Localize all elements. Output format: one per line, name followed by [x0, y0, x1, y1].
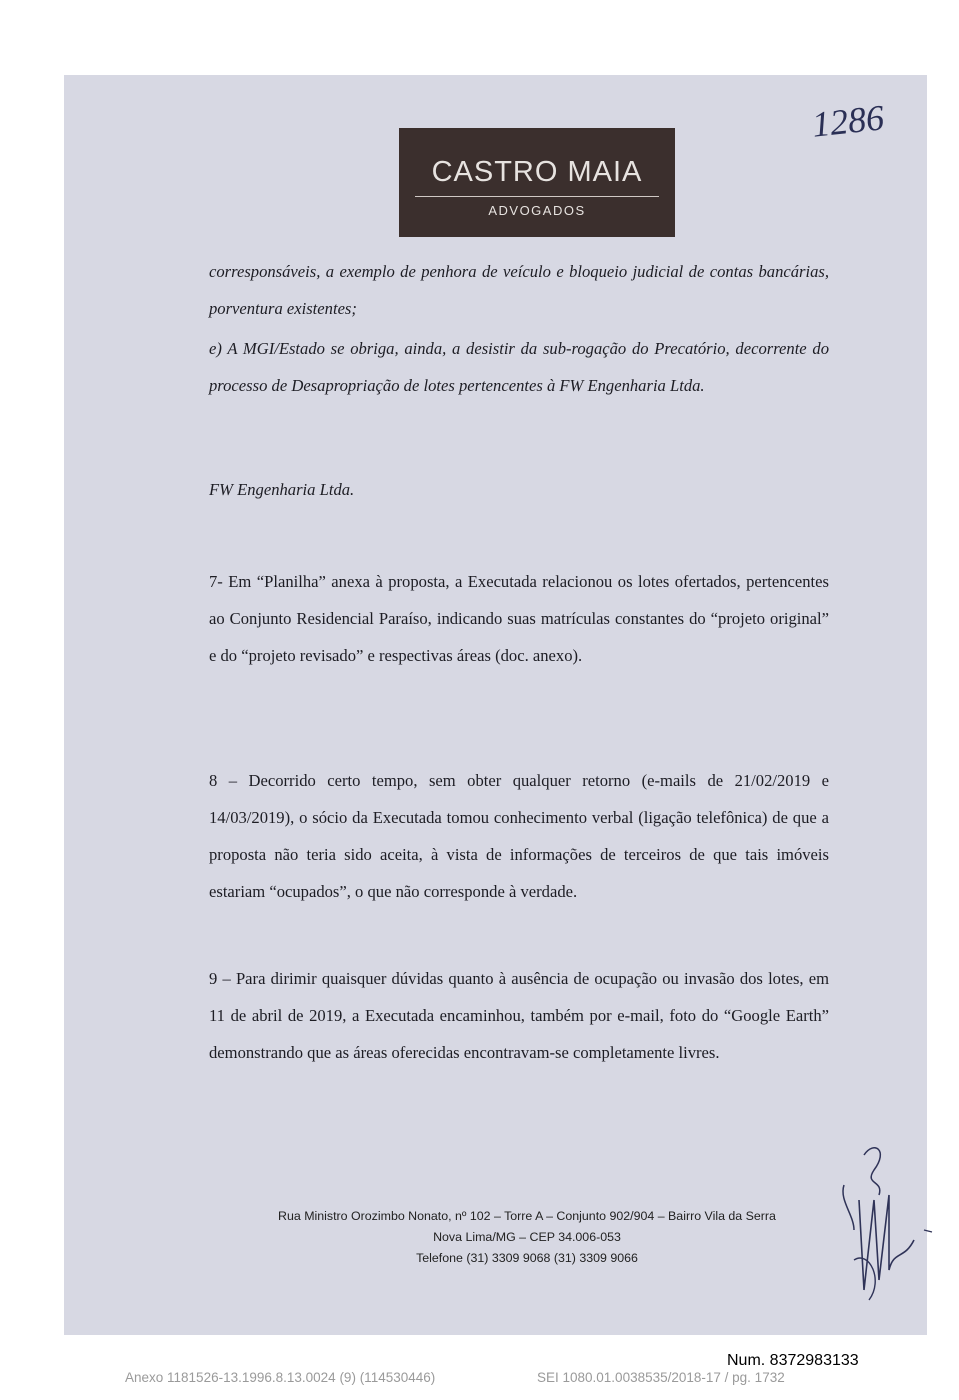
paragraph-9 [209, 960, 829, 1071]
letterhead-footer [210, 1206, 844, 1269]
paragraph-e [209, 330, 829, 404]
firm-subtitle: ADVOGADOS [488, 203, 586, 218]
sei-reference: SEI 1080.01.0038535/2018-17 / pg. 1732 [537, 1370, 785, 1385]
footer-address: Rua Ministro Orozimbo Nonato, nº 102 – Torre A – Conjunto 902/904 – Bairro Vila da Serra [278, 1209, 776, 1223]
paragraph-signatory [209, 471, 829, 508]
firm-name: CASTRO MAIA [431, 156, 643, 188]
paragraph-8 [209, 762, 829, 910]
logo-divider [415, 196, 659, 197]
paragraph-text: 7- Em “Planilha” anexa à proposta, a Executada relacionou os lotes ofertados, pertencentes ao Conjunto Residencial Paraíso, indicando suas matrículas constantes do “projeto original” e do “projeto revisado” e respectivas áreas (doc. anexo). [209, 572, 829, 665]
handwritten-folio-number: 1286 [810, 97, 886, 145]
annex-reference: Anexo 1181526-13.1996.8.13.0024 (9) (114530446) [125, 1370, 436, 1385]
paragraph-continuation [209, 253, 829, 327]
firm-logo [399, 128, 675, 237]
handwritten-signature [834, 1140, 934, 1310]
paragraph-text: FW Engenharia Ltda. [209, 480, 355, 499]
footer-city: Nova Lima/MG – CEP 34.006-053 [433, 1230, 621, 1244]
document-number: Num. 8372983133 [727, 1352, 859, 1369]
paragraph-text: corresponsáveis, a exemplo de penhora de veículo e bloqueio judicial de contas bancárias, porventura existentes; [209, 262, 829, 318]
footer-phone: Telefone (31) 3309 9068 (31) 3309 9066 [416, 1251, 638, 1265]
paragraph-text: 8 – Decorrido certo tempo, sem obter qualquer retorno (e-mails de 21/02/2019 e 14/03/2019), o sócio da Executada tomou conhecimento verbal (ligação telefônica) de que a proposta não teria sido aceita, à vista de informações de terceiros de que tais imóveis estariam “ocupados”, o que não corresponde à verdade. [209, 771, 829, 901]
paragraph-text: 9 – Para dirimir quaisquer dúvidas quanto à ausência de ocupação ou invasão dos lotes, em 11 de abril de 2019, a Executada encaminhou, também por e-mail, foto do “Google Earth” demonstrando que as áreas oferecidas encontravam-se completamente livres. [209, 969, 829, 1062]
paragraph-7 [209, 563, 829, 674]
paragraph-text: e) A MGI/Estado se obriga, ainda, a desistir da sub-rogação do Precatório, decorrente do processo de Desapropriação de lotes pertencentes à FW Engenharia Ltda. [209, 339, 829, 395]
